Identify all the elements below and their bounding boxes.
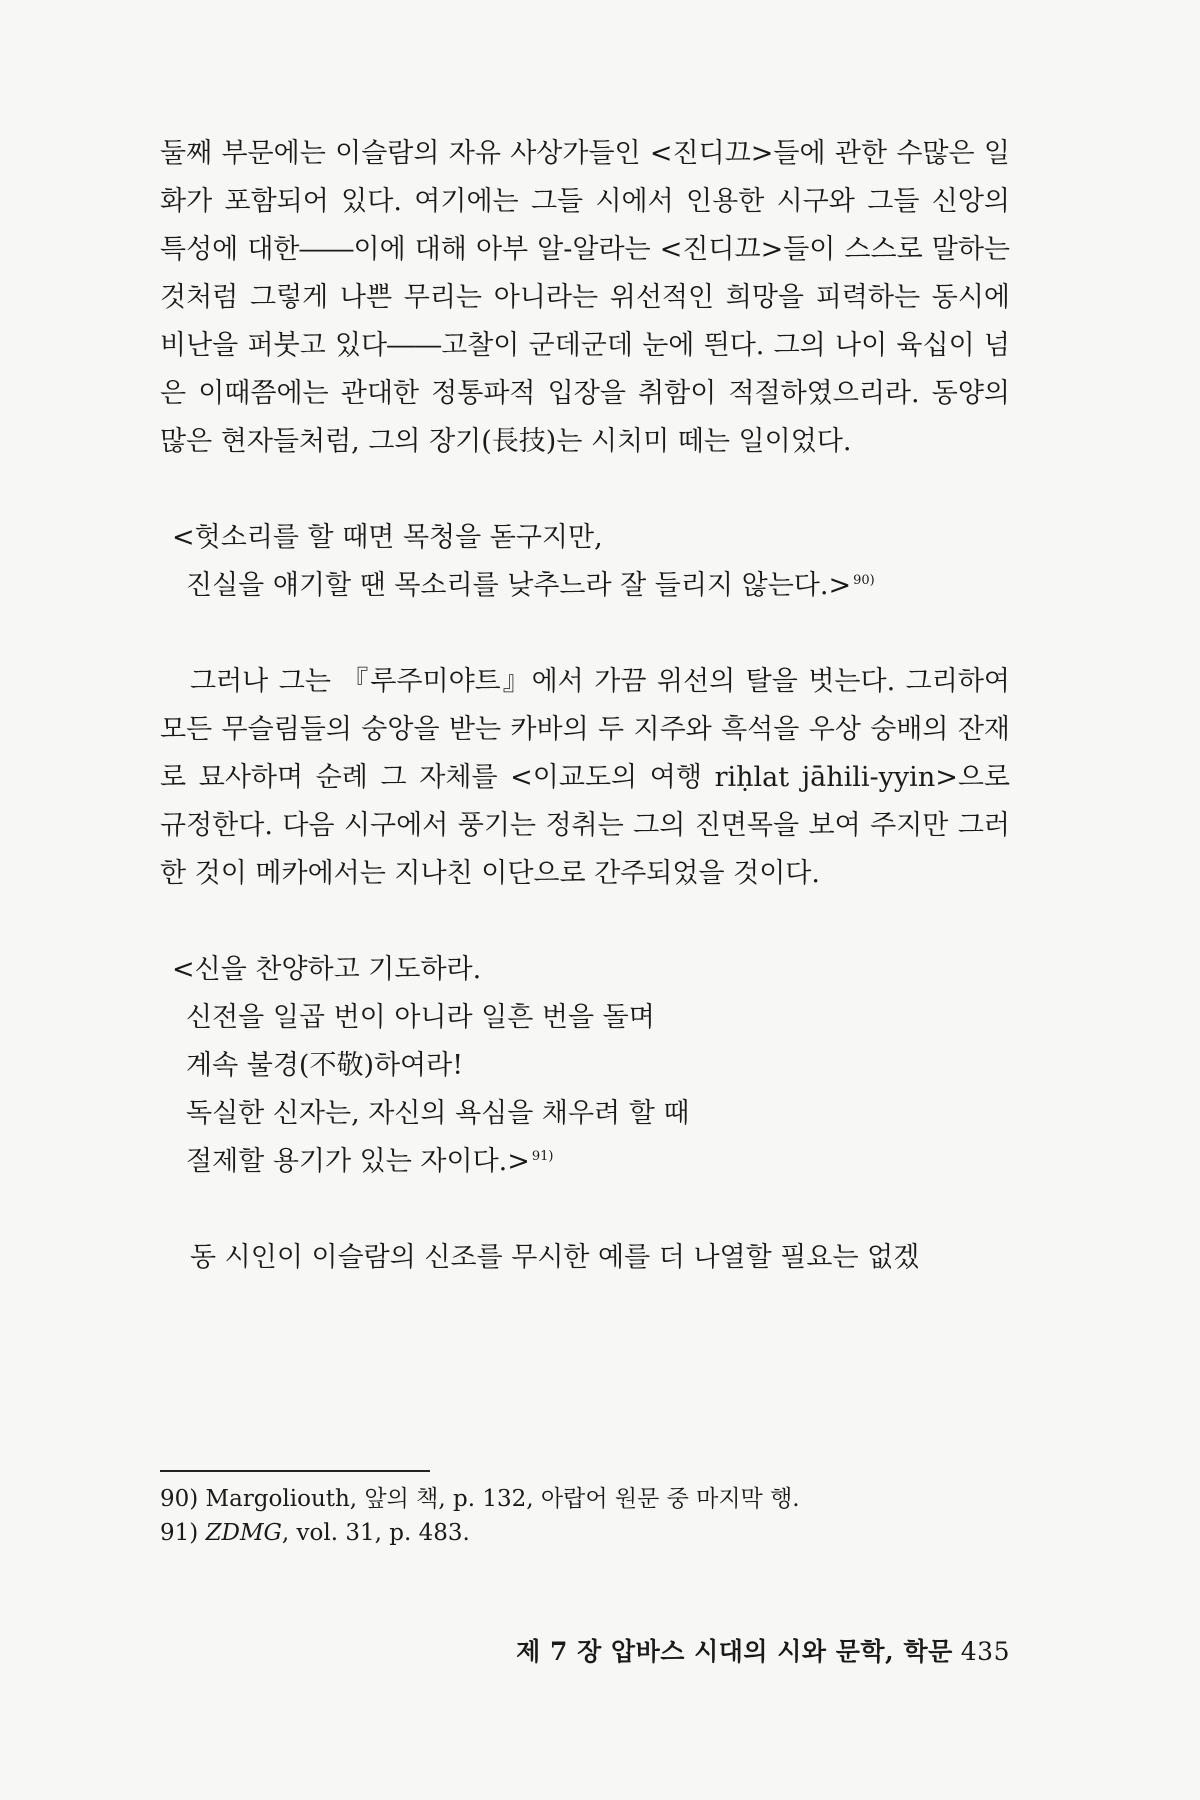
verse-line: 독실한 신자는, 자신의 욕심을 채우려 할 때 bbox=[186, 1098, 690, 1129]
verse-line-text: 절제할 용기가 있는 자이다.> bbox=[186, 1146, 530, 1177]
footnote-divider bbox=[160, 1470, 430, 1472]
verse-quote-1 bbox=[160, 514, 1010, 610]
verse-line: <헛소리를 할 때면 목청을 돋구지만, bbox=[172, 522, 603, 553]
running-footer bbox=[516, 1632, 1010, 1668]
verse-line: 계속 불경(不敬)하여라! bbox=[186, 1050, 464, 1081]
verse-line bbox=[172, 1138, 1010, 1186]
body-paragraph-2: 그러나 그는 『루주미야트』에서 가끔 위선의 탈을 벗는다. 그리하여 모든 무슬림들의 숭앙을 받는 카바의 두 지주와 흑석을 우상 숭배의 잔재로 묘사하며 순례 그 자체를 <이교도의 여행 riḥlat jāhili-yyin>으로 규정한다. 다음 시구에서 풍기는 정취는 그의 진면목을 보여 주지만 그러한 것이 메카에서는 지나친 이단으로 간주되었을 것이다. bbox=[160, 666, 1010, 889]
verse-line: 신전을 일곱 번이 아니라 일흔 번을 돌며 bbox=[186, 1002, 655, 1033]
verse-line-text: 진실을 얘기할 땐 목소리를 낮추느라 잘 들리지 않는다.> bbox=[186, 570, 852, 601]
verse-quote-2 bbox=[160, 946, 1010, 1186]
footnote-91 bbox=[160, 1516, 1010, 1550]
chapter-title: 제 7 장 압바스 시대의 시와 문학, 학문 bbox=[516, 1637, 953, 1666]
footnote-90: 90) Margoliouth, 앞의 책, p. 132, 아랍어 원문 중 마지막 행. bbox=[160, 1486, 800, 1512]
spacer bbox=[160, 610, 1010, 658]
page-body bbox=[160, 130, 1010, 1282]
body-paragraph-1: 둘째 부문에는 이슬람의 자유 사상가들인 <진디끄>들에 관한 수많은 일화가 포함되어 있다. 여기에는 그들 시에서 인용한 시구와 그들 신앙의 특성에 대한――이에 대해 아부 알-알라는 <진디끄>들이 스스로 말하는 것처럼 그렇게 나쁜 무리는 아니라는 위선적인 희망을 피력하는 동시에 비난을 퍼붓고 있다――고찰이 군데군데 눈에 띈다. 그의 나이 육십이 넘은 이때쯤에는 관대한 정통파적 입장을 취함이 적절하였으리라. 동양의 많은 현자들처럼, 그의 장기(長技)는 시치미 떼는 일이었다. bbox=[160, 138, 1010, 457]
spacer bbox=[160, 1186, 1010, 1234]
verse-line bbox=[172, 562, 1010, 610]
footnote-91-title: ZDMG bbox=[205, 1520, 282, 1546]
footnote-ref-90: 90) bbox=[853, 573, 875, 588]
footnote-91-rest: , vol. 31, p. 483. bbox=[281, 1520, 470, 1546]
spacer bbox=[160, 898, 1010, 946]
spacer bbox=[160, 466, 1010, 514]
verse-line: <신을 찬양하고 기도하라. bbox=[172, 954, 482, 985]
footnote-91-number: 91) bbox=[160, 1520, 199, 1546]
body-paragraph-3: 동 시인이 이슬람의 신조를 무시한 예를 더 나열할 필요는 없겠 bbox=[190, 1242, 920, 1273]
page-number: 435 bbox=[960, 1637, 1010, 1666]
footnote-ref-91: 91) bbox=[531, 1149, 554, 1164]
footnotes bbox=[160, 1482, 1010, 1550]
